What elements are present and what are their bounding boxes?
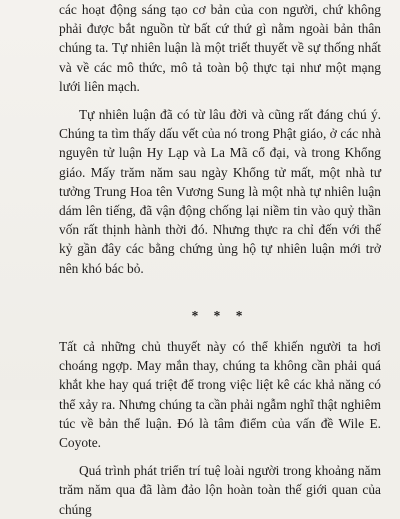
paragraph-2: Tự nhiên luận đã có từ lâu đời và cũng rất đáng chú ý. Chúng ta tìm thấy dấu vết của nó trong Phật giáo, ở các nhà nguyên tử luận Hy Lạp và La Mã cổ đại, và trong Khổng giáo. Mấy trăm năm sau ngày Khổng tử mất, một nhà tư tưởng Trung Hoa tên Vương Sung là một nhà tự nhiên luận dám lên tiếng, đã vận động chống lại niềm tin vào quỷ thần vốn rất thịnh hành thời đó. Nhưng thực ra chỉ đến với thế kỷ gần đây các bằng chứng ủng hộ tự nhiên luận mới trở nên khó bác bỏ. bbox=[59, 107, 381, 276]
paragraph-4: Quá trình phát triển trí tuệ loài người trong khoảng năm trăm năm qua đã làm đảo lộn hoàn toàn thế giới quan của chúng bbox=[59, 463, 381, 517]
paragraph-1: các hoạt động sáng tạo cơ bản của con người, chứ không phải được bắt nguồn từ bất cứ thứ gì nằm ngoài bản thân chúng ta. Tự nhiên luận là một triết thuyết về sự thống nhất và về các mô thức, mô tả toàn bộ thực tại như một mạng lưới liên mạch. bbox=[59, 2, 381, 94]
section-separator: * * * bbox=[191, 307, 249, 323]
paragraph-3: Tất cả những chủ thuyết này có thể khiến người ta hơi choáng ngợp. May mắn thay, chúng ta không cần phải quá khắt khe hay quá triệt để trong việc liệt kê các khả năng có thể xảy ra. Nhưng chúng ta cần phải ngẫm nghĩ thật nghiêm túc về bản thể luận. Đó là tâm điểm của vấn đề Wile E. Coyote. bbox=[59, 339, 381, 451]
body-text bbox=[59, 0, 381, 519]
